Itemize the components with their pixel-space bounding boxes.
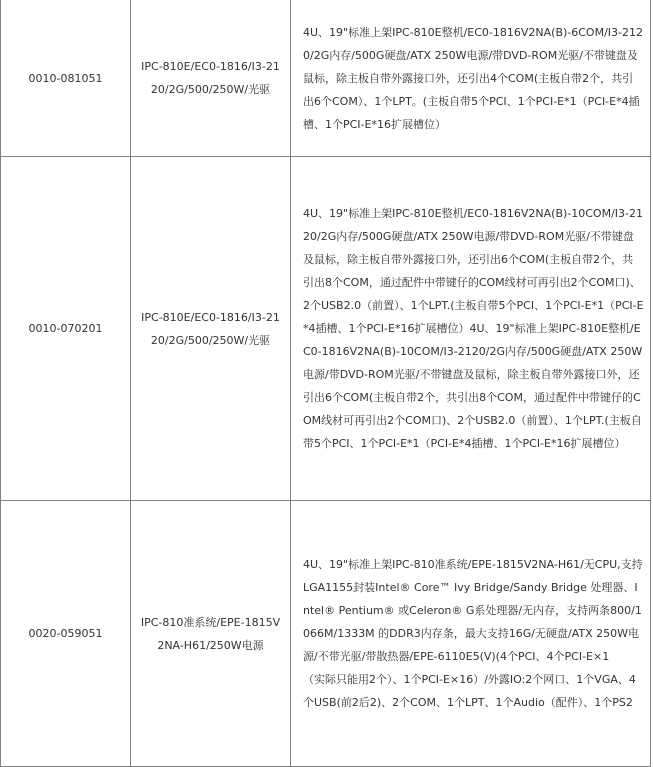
product-model-cell: IPC-810E/EC0-1816/I3-2120/2G/500/250W/光驱 (131, 0, 291, 157)
product-model-cell: IPC-810E/EC0-1816/I3-2120/2G/500/250W/光驱 (131, 157, 291, 501)
product-description-cell: 4U、19"标准上架IPC-810准系统/EPE-1815V2NA-H61/无CPU,支持LGA1155封装Intel® Core™ Ivy Bridge/Sandy Bridge 处理器、Intel® Pentium® 或Celeron® G系处理器/无内存，支持两条800/1066M/1333M 的DDR3内存条，最大支持16G/无硬盘/ATX 250W电源/不带光驱/带散热器/EPE-6110E5(V)(4个PCI、4个PCI-E×1 （实际只能用2个）、1个PCI-E×16）/外露IO:2个网口、1个VGA、4个USB(前2后2)、2个COM、1个LPT、1个Audio（配件）、1个PS2 (291, 501, 651, 767)
table-row (1, 501, 651, 767)
product-code-cell: 0020-059051 (1, 501, 131, 767)
product-code-cell: 0010-070201 (1, 157, 131, 501)
product-description-cell: 4U、19"标准上架IPC-810E整机/EC0-1816V2NA(B)-10COM/I3-2120/2G内存/500G硬盘/ATX 250W电源/带DVD-ROM光驱/不带键盘及鼠标，除主板自带外露接口外，还引出6个COM(主板自带2个，共引出8个COM，通过配件中带键仔的COM线材可再引出2个COM口)、2个USB2.0（前置）、1个LPT.(主板自带5个PCI、1个PCI-E*1（PCI-E*4插槽、1个PCI-E*16扩展槽位）4U、19"标准上架IPC-810E整机/EC0-1816V2NA(B)-10COM/I3-2120/2G内存/500G硬盘/ATX 250W电源/带DVD-ROM光驱/不带键盘及鼠标，除主板自带外露接口外，还引出6个COM(主板自带2个，共引出8个COM，通过配件中带键仔的COM线材可再引出2个COM口)、2个USB2.0（前置）、1个LPT.(主板自带5个PCI、1个PCI-E*1（PCI-E*4插槽、1个PCI-E*16扩展槽位） (291, 157, 651, 501)
product-description-cell: 4U、19"标准上架IPC-810E整机/EC0-1816V2NA(B)-6COM/I3-2120/2G内存/500G硬盘/ATX 250W电源/带DVD-ROM光驱/不带键盘及鼠标，除主板自带外露接口外，还引出4个COM(主板自带2个，共引出6个COM）、1个LPT。(主板自带5个PCI、1个PCI-E*1（PCI-E*4插槽、1个PCI-E*16扩展槽位） (291, 0, 651, 157)
product-model-cell: IPC-810准系统/EPE-1815V2NA-H61/250W电源 (131, 501, 291, 767)
table-row (1, 157, 651, 501)
table-row (1, 0, 651, 157)
product-code-cell: 0010-081051 (1, 0, 131, 157)
